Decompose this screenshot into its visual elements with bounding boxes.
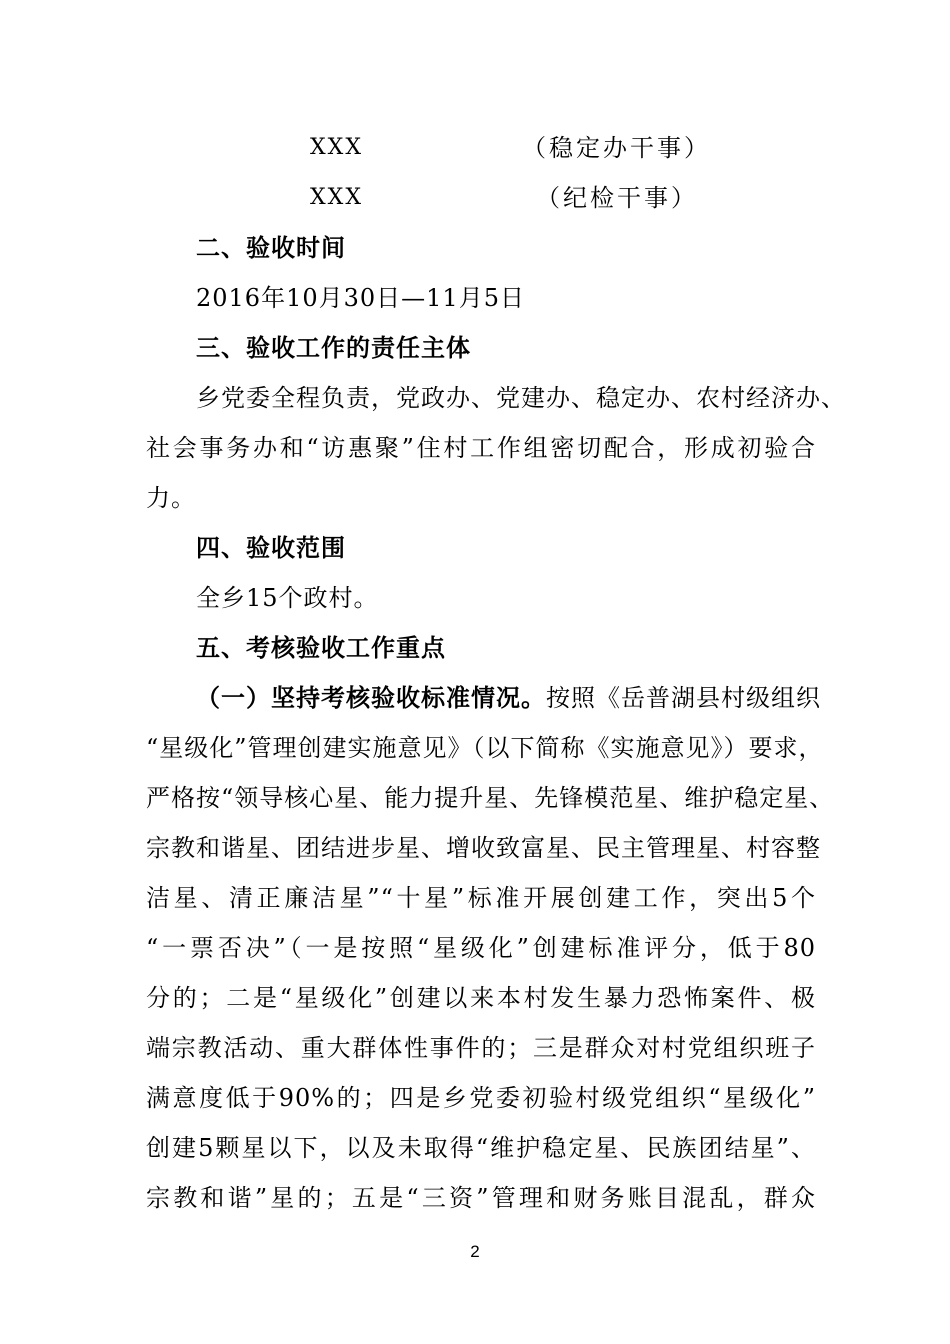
section4-text: 全乡15个政村。: [196, 584, 379, 612]
section5-heading: 五、考核验收工作重点: [196, 634, 446, 662]
staff-role-1: （稳定办干事）: [522, 134, 711, 162]
sub1-line-1: “星级化”管理创建实施意见》（以下简称《实施意见》）要求，: [146, 734, 824, 762]
staff-name-2: XXX: [310, 185, 363, 210]
section2-text: 2016年10月30日—11月5日: [196, 284, 525, 312]
sub1-line-5: “一票否决”（一是按照“星级化”创建标准评分，低于80: [146, 934, 816, 962]
page-number: 2: [470, 1242, 480, 1261]
sub1-line-2: 严格按“领导核心星、能力提升星、先锋模范星、维护稳定星、: [146, 784, 835, 812]
section3-line-2: 社会事务办和“访惠聚”住村工作组密切配合，形成初验合: [146, 434, 816, 462]
section2-heading: 二、验收时间: [196, 234, 346, 262]
sub1-line-10: 宗教和谐”星的；五是“三资”管理和财务账目混乱，群众: [146, 1184, 816, 1212]
staff-name-1: XXX: [310, 135, 363, 160]
sub1-line-3: 宗教和谐星、团结进步星、增收致富星、民主管理星、村容整: [146, 834, 821, 862]
sub1-first-line: [196, 678, 821, 718]
staff-role-2: （纪检干事）: [536, 184, 698, 212]
section4-heading: 四、验收范围: [196, 534, 346, 562]
section3-heading: 三、验收工作的责任主体: [196, 334, 471, 362]
sub1-line-7: 端宗教活动、重大群体性事件的；三是群众对村党组织班子: [146, 1034, 816, 1062]
sub1-line-4: 洁星、清正廉洁星”“十星”标准开展创建工作，突出5个: [146, 884, 816, 912]
sub1-first-rest: 按照《岳普湖县村级组织: [546, 684, 821, 712]
sub1-line-9: 创建5颗星以下，以及未取得“维护稳定星、民族团结星”、: [146, 1134, 816, 1162]
sub1-line-8: 满意度低于90%的；四是乡党委初验村级党组织“星级化”: [146, 1084, 816, 1112]
section3-line-3: 力。: [146, 484, 196, 512]
section3-line-1: 乡党委全程负责，党政办、党建办、稳定办、农村经济办、: [196, 384, 846, 412]
sub1-title: （一）坚持考核验收标准情况。: [196, 684, 546, 712]
sub1-line-6: 分的；二是“星级化”创建以来本村发生暴力恐怖案件、极: [146, 984, 816, 1012]
